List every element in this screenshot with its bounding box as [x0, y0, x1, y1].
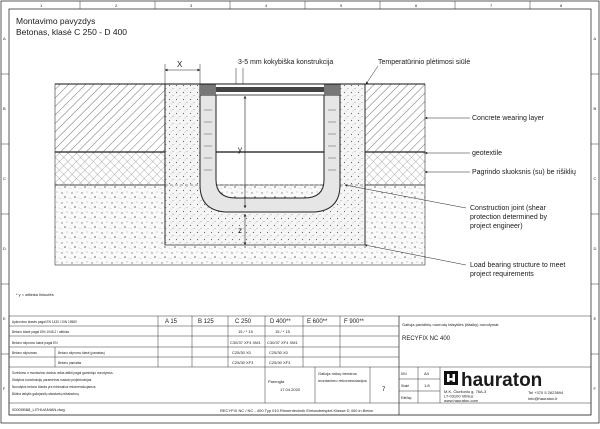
row3-c250: C25/30 X0	[232, 350, 251, 355]
phone: Tel +370 5 2623694	[528, 390, 564, 395]
label-construction: 3-5 mm kokybiška konstrukcija	[238, 59, 334, 66]
title-block	[399, 316, 591, 415]
sheet-number: 7	[382, 387, 386, 393]
approval-line-1: Galioja mūsų bendros	[318, 371, 357, 376]
title-line-2: Betonas, klasė C 250 - D 400	[16, 27, 128, 37]
margin-letter-a-right: A	[593, 36, 597, 41]
margin-num-6: 6	[415, 3, 418, 8]
note-4: Būtina laikytis galiojančių standartų reikalavimų.	[12, 392, 80, 396]
margin-letter-f-right: F	[593, 386, 596, 391]
margin-letter-a: A	[3, 36, 6, 41]
margin-letter-d-right: D	[593, 246, 597, 251]
dim-x-label: X	[177, 60, 183, 69]
note-2: Statybos konstrukcijų parametrus nustato projektuotojas.	[12, 378, 93, 382]
email: info@hauraton.lt	[528, 396, 558, 401]
row4-c250: C25/30 XF3	[232, 360, 254, 365]
table-head-label: Apkrovimo klasės pagal EN 1433 / DIN 19580	[12, 320, 77, 324]
rights-text: Galioja pavidinių nuorodų taisyklės (ištaiky) nurodymai:	[402, 322, 500, 327]
class-f900: F 900**	[344, 319, 365, 325]
label-concrete-layer: Concrete wearing layer	[472, 115, 544, 122]
product-name: RECYFIX NC 400	[402, 336, 451, 342]
scale-value: 1:8	[424, 383, 430, 388]
wearing-layer-right	[365, 84, 425, 152]
address-line-3: www.hauraton.com	[444, 398, 479, 403]
cross-section	[55, 84, 425, 265]
margin-letter-c-right: C	[593, 176, 597, 181]
row3-d400: C25/30 X0	[269, 350, 288, 355]
dim-y-label: y	[238, 145, 242, 154]
grate	[216, 87, 324, 92]
row1-d400: 15 / * 15	[275, 329, 290, 334]
spec-table-text	[12, 319, 386, 412]
row3-label: Betono stiprumo klasė (pamatas)	[58, 351, 105, 355]
row1-c250: 15 / * 15	[238, 329, 253, 334]
hauraton-logo-icon	[444, 370, 542, 391]
date-value: 17.04.2020	[280, 387, 301, 392]
row4-d400: C25/30 XF3	[269, 360, 291, 365]
margin-letter-e: E	[3, 316, 6, 321]
label-load-line-1: Load bearing structure to meet	[470, 262, 566, 269]
title-line-1: Montavimo pavyzdys	[16, 16, 96, 26]
note-1: Surinkimo ir montavimo darbus reikia atlikti pagal gamintojo nurodymus.	[12, 371, 114, 375]
class-b125: B 125	[198, 319, 214, 325]
date-label: Parengta	[268, 379, 285, 384]
margin-letter-b: B	[3, 106, 6, 111]
label-base-layer: Pagrindo sluoksnis (su) be rišiklių	[472, 169, 576, 176]
margin-num-5: 5	[340, 3, 343, 8]
dwg-file: 00000B88_LITHUANIAN.dwg	[12, 407, 65, 412]
approval-line-2: montavimo rekomendacijos	[318, 378, 367, 383]
address-line-1: M.K. Čiurlionio g. 76A-3	[444, 389, 487, 394]
brand-name: hauraton	[461, 370, 543, 391]
label-load-line-2: project requirements	[470, 271, 534, 278]
footnote: * y = atitinka liniuotės	[16, 292, 54, 297]
margin-letter-b-right: B	[593, 106, 597, 111]
sheet-label: Eilė/lap.	[401, 396, 413, 400]
row2-d400: C30/37 XF4 XM1	[267, 340, 298, 345]
title-block-text	[220, 322, 564, 413]
address-line-2: LT-03100 Vilnius	[444, 393, 474, 399]
margin-num-1: 1	[40, 3, 43, 8]
label-expansion-joint: Temperatūrinio plėtimosi siūlė	[378, 59, 471, 66]
class-c250: C 250	[235, 319, 252, 325]
din-label: DIN	[401, 372, 407, 376]
margin-num-2: 2	[115, 3, 118, 8]
margin-num-7: 7	[490, 3, 493, 8]
margin-letter-e-right: E	[593, 316, 597, 321]
label-joint-line-3: project engineer)	[470, 223, 523, 230]
label-joint-line-1: Construction joint (shear	[470, 205, 546, 212]
row2-c250: C30/37 XF4 XM1	[230, 340, 261, 345]
margin-letter-c: C	[3, 176, 6, 181]
margin-letter-d: D	[3, 246, 6, 251]
row4-label: Betono pamatas	[58, 361, 82, 365]
margin-num-4: 4	[265, 3, 268, 8]
note-3: Nurodytos betono klasės yra minimalios rekomenduojamos.	[12, 385, 97, 389]
row2-label: Betono stiprumo klasė pagal EN	[12, 341, 58, 345]
class-d400: D 400**	[270, 319, 291, 325]
class-e600: E 600**	[307, 319, 328, 325]
label-geotextile: geotextile	[472, 150, 502, 157]
footer-title: RECYFIX NC / NC - 400 Typ 010 Rinnentechnik Einbaubeispiel Klasse D 400 in Beton	[220, 408, 374, 413]
dim-z-label: z	[238, 226, 242, 235]
base-layer-left	[55, 152, 165, 185]
wearing-layer-left	[55, 84, 165, 152]
scale-label: Skalė	[401, 384, 409, 388]
class-a15: A 15	[165, 319, 178, 325]
base-layer-right	[365, 152, 425, 185]
margin-num-8: 8	[560, 3, 563, 8]
margin-num-3: 3	[190, 3, 193, 8]
label-joint-line-2: protection determined by	[470, 214, 548, 221]
row1-label: Betono klasė pagal DIN 1045-2 / atitinka	[12, 330, 70, 334]
group-label: Betono stiprumas	[12, 351, 37, 355]
din-value: A4	[424, 371, 429, 376]
margin-letter-f: F	[3, 386, 6, 391]
